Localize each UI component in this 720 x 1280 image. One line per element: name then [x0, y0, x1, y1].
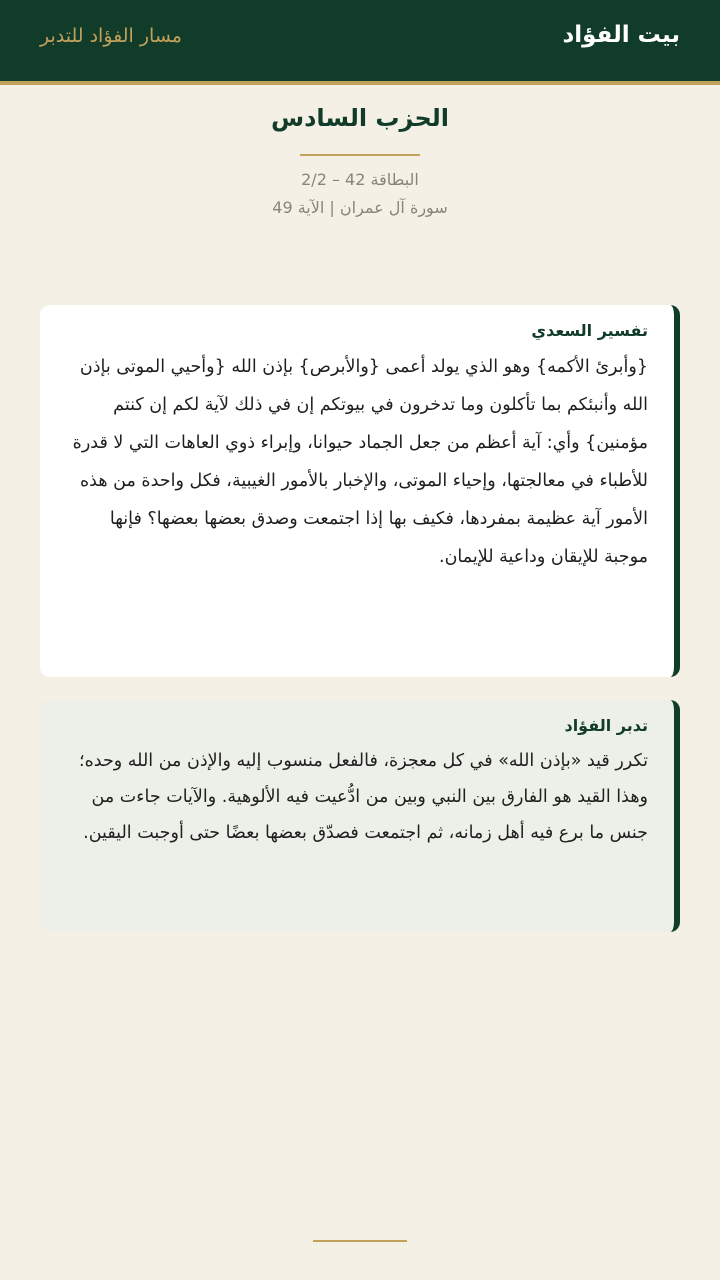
tafsir-panel [40, 305, 680, 677]
page-title: الحزب السادس [270, 104, 450, 132]
tadabbur-text: تكرر قيد «بإذن الله» في كل معجزة، فالفعل منسوب إليه والإذن من الله وحده؛ وهذا القيد هو الفارق بين النبي وبين من ادُّعيت فيه الألوهية. والآيات جاءت من جنس ما برع فيه أهل زمانه، ثم اجتمعت فصدّق بعضها بعضًا حتى أوجبت اليقين. [79, 751, 648, 843]
tafsir-heading: تفسير السعدي [531, 321, 648, 340]
tadabbur-path-link[interactable]: مسار الفؤاد للتدبر [40, 25, 182, 47]
card-number: البطاقة 42 – 2/2 [301, 170, 419, 189]
bottom-divider [313, 1240, 407, 1242]
app-header [0, 0, 720, 85]
title-divider [300, 154, 420, 156]
app-brand[interactable]: بيت الفؤاد [562, 22, 680, 48]
tadabbur-panel [40, 700, 680, 932]
tadabbur-heading: تدبر الفؤاد [564, 716, 648, 735]
tafsir-text: {وأبرئ الأكمه} وهو الذي يولد أعمى {والأبرص} بإذن الله {وأحيي الموتى بإذن الله وأنبئكم بما تأكلون وما تدخرون في بيوتكم إن في ذلك لآية لكم إن كنتم مؤمنين} وأي: آية أعظم من جعل الجماد حيوانا، وإبراء ذوي العاهات التي لا قدرة للأطباء في معالجتها، وإحياء الموتى، والإخبار بالأمور الغيبية، فكل واحدة من هذه الأمور آية عظيمة بمفردها، فكيف بها إذا اجتمعت وصدق بعضها بعضها؟ فإنها موجبة للإيقان وداعية للإيمان. [72, 357, 648, 567]
surah-reference: سورة آل عمران | الآية 49 [272, 198, 448, 217]
